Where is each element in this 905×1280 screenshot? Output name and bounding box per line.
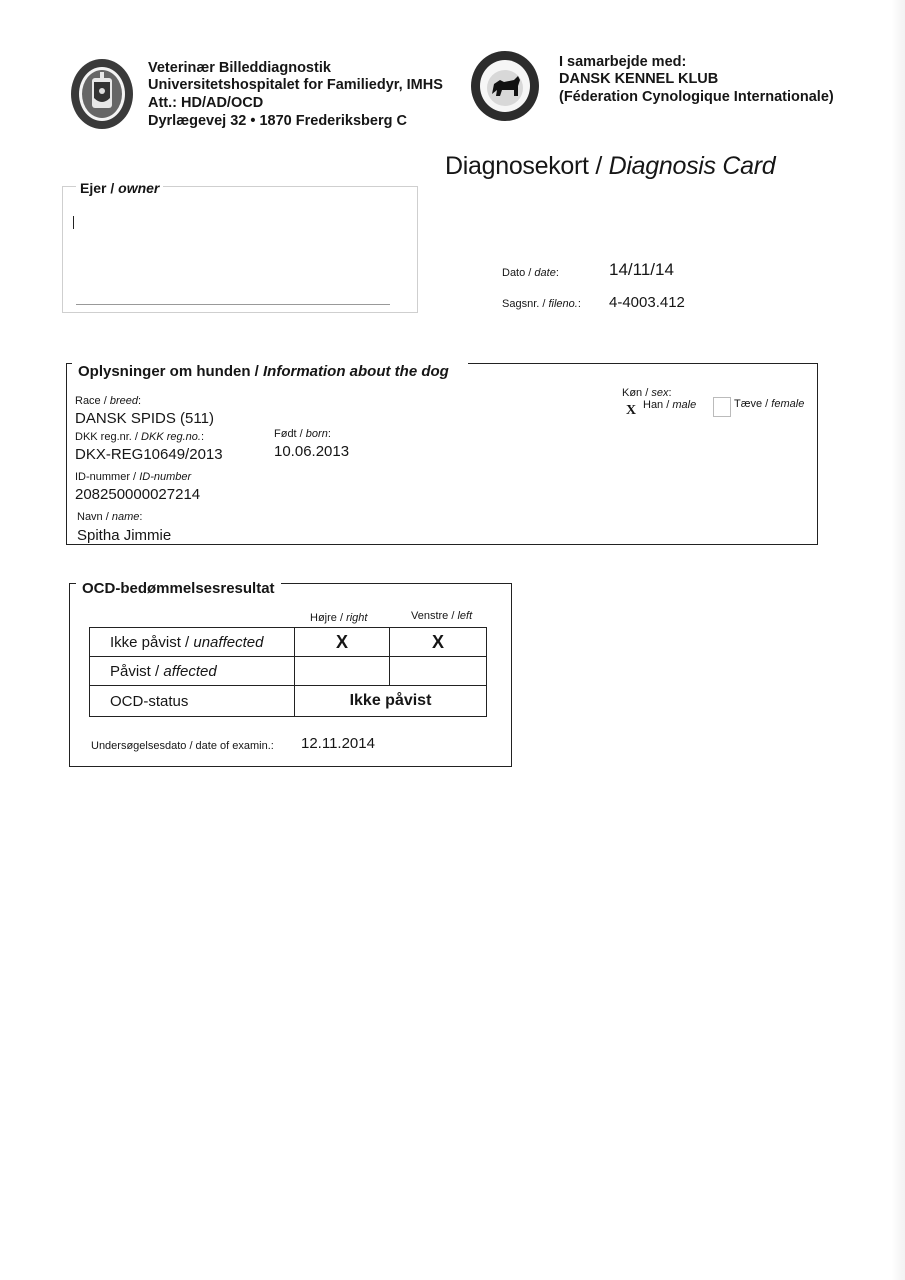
- owner-box: [62, 186, 418, 313]
- col-left-en: left: [457, 610, 473, 622]
- university-seal-icon: [70, 58, 134, 130]
- title-danish: Diagnosekort /: [445, 152, 602, 180]
- col-left-header: [411, 610, 472, 622]
- col-left-da: Venstre /: [411, 610, 455, 622]
- male-option-label: [643, 399, 696, 411]
- affected-left-cell: [390, 657, 487, 686]
- title-english: Diagnosis Card: [608, 152, 776, 180]
- breed-label: Race / breed:: [75, 395, 142, 407]
- institution-address: Dyrlægevej 32 • 1870 Frederiksberg C: [148, 113, 407, 129]
- row2-label-da: Påvist /: [110, 662, 160, 680]
- id-label-da: ID-nummer /: [75, 471, 137, 483]
- born-label-da: Født /: [274, 428, 303, 440]
- regno-value: DKX-REG10649/2013: [75, 446, 223, 463]
- ocd-status-value: Ikke påvist: [295, 686, 487, 717]
- fileno-label: Sagsnr. / fileno.:: [502, 298, 581, 310]
- male-checkmark: X: [626, 403, 637, 418]
- id-label: [75, 471, 191, 483]
- table-row: [90, 657, 487, 686]
- row2-label-en: affected: [163, 662, 217, 680]
- name-label: Navn / name:: [77, 511, 143, 523]
- owner-label-da: Ejer /: [80, 180, 115, 196]
- dog-info-legend-da: Oplysninger om hunden /: [78, 363, 259, 380]
- breed-label-en: breed: [109, 395, 138, 407]
- name-label-da: Navn /: [77, 511, 109, 523]
- regno-label-en: DKK reg.no.: [141, 431, 201, 443]
- date-label-en: date: [534, 267, 556, 279]
- owner-label-en: owner: [118, 180, 160, 196]
- table-row: [90, 686, 487, 717]
- name-label-en: name: [111, 511, 140, 523]
- male-label-da: Han /: [643, 399, 670, 411]
- row1-label-en: unaffected: [193, 633, 264, 651]
- fileno-label-da: Sagsnr. /: [502, 298, 546, 310]
- partner-name: DANSK KENNEL KLUB: [559, 71, 719, 87]
- sex-label: Køn / sex:: [622, 387, 672, 399]
- female-option-label: [734, 398, 804, 410]
- partner-federation: (Féderation Cynologique Internationale): [559, 89, 834, 105]
- name-value: Spitha Jimmie: [77, 527, 172, 544]
- dog-info-legend-en: Information about the dog: [263, 363, 449, 380]
- female-checkbox: [713, 397, 731, 417]
- dansk-kennel-klub-logo-icon: [470, 50, 540, 122]
- partner-intro: I samarbejde med:: [559, 54, 687, 70]
- row-label-unaffected: [90, 628, 295, 657]
- owner-text-mark: [73, 216, 74, 229]
- born-label: Født / born:: [274, 428, 331, 440]
- male-label-en: male: [672, 399, 697, 411]
- ocd-legend: OCD-bedømmelsesresultat: [76, 580, 281, 597]
- page-title: [445, 152, 775, 181]
- owner-signature-line: [76, 304, 390, 305]
- owner-label: [76, 180, 163, 196]
- dog-info-legend: [72, 363, 455, 380]
- date-label: Dato / date:: [502, 267, 559, 279]
- col-right-header: [310, 612, 367, 624]
- legend-gap: [452, 358, 468, 368]
- date-label-da: Dato /: [502, 267, 532, 279]
- unaffected-left-cell: X: [390, 628, 487, 657]
- regno-label-da: DKK reg.nr. /: [75, 431, 138, 443]
- regno-label: DKK reg.nr. / DKK reg.no.:: [75, 431, 205, 443]
- sex-label-da: Køn /: [622, 387, 649, 399]
- row-label-affected: [90, 657, 295, 686]
- exam-date-value: 12.11.2014: [301, 735, 375, 752]
- row1-label-da: Ikke påvist /: [110, 633, 190, 651]
- table-row: [90, 628, 487, 657]
- fileno-label-en: fileno.: [548, 298, 578, 310]
- female-label-da: Tæve /: [734, 398, 769, 410]
- born-label-en: born: [305, 428, 328, 440]
- born-value: 10.06.2013: [274, 443, 350, 460]
- affected-right-cell: [295, 657, 390, 686]
- institution-unit: Universitetshospitalet for Familiedyr, IMHS: [148, 77, 443, 93]
- col-right-da: Højre /: [310, 612, 343, 624]
- id-label-en: ID-number: [139, 471, 192, 483]
- exam-date-label: Undersøgelsesdato / date of examin.:: [91, 740, 274, 752]
- ocd-result-table: [89, 627, 487, 717]
- row-label-ocd-status: OCD-status: [90, 686, 295, 717]
- female-label-en: female: [771, 398, 805, 410]
- sex-label-en: sex: [651, 387, 669, 399]
- col-right-en: right: [346, 612, 368, 624]
- unaffected-right-cell: X: [295, 628, 390, 657]
- date-value: 14/11/14: [609, 260, 674, 279]
- breed-value: DANSK SPIDS (511): [75, 410, 214, 427]
- breed-label-da: Race /: [75, 395, 107, 407]
- scan-shadow: [891, 0, 905, 1280]
- institution-name: Veterinær Billeddiagnostik: [148, 60, 331, 76]
- fileno-value: 4-4003.412: [609, 294, 685, 311]
- institution-attention: Att.: HD/AD/OCD: [148, 95, 264, 111]
- id-value: 208250000027214: [75, 486, 201, 503]
